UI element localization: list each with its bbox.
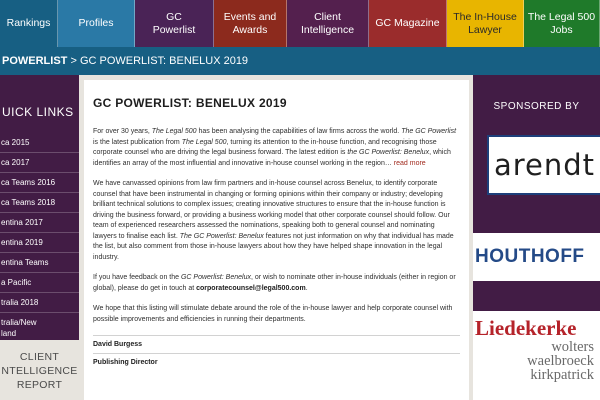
arendt-logo-text: arendt xyxy=(493,148,596,182)
text: features not just information on why that individual has made the list, but also comment from those in-house lawyers about how they have helped shape innovation in the legal industry. xyxy=(93,232,454,261)
quick-links-list xyxy=(0,127,79,340)
quick-link-item[interactable]: ca Teams 2018 xyxy=(0,193,79,213)
nav-item-gc-magazine[interactable]: GC Magazine xyxy=(369,0,447,47)
liedekerke-sub-1: wolters xyxy=(551,339,594,355)
liedekerke-logo[interactable] xyxy=(473,311,600,400)
nav-item-events-and-awards[interactable]: Events and Awards xyxy=(214,0,287,47)
text: . xyxy=(305,284,308,292)
quick-link-item[interactable]: tralia 2018 xyxy=(0,293,79,313)
quick-link-item[interactable]: entina Teams xyxy=(0,253,79,273)
houthoff-logo[interactable] xyxy=(473,233,600,281)
text: has been analysing the capabilities of law firms across the world. xyxy=(196,128,402,135)
nav-item-the-legal-500-jobs[interactable]: The Legal 500 Jobs xyxy=(524,0,600,47)
nav-item-the-in-house-lawyer[interactable]: The In-House Lawyer xyxy=(447,0,524,47)
publication-name: the GC Powerlist: Benelux xyxy=(347,149,430,156)
feedback-paragraph xyxy=(93,273,460,294)
nav-item-profiles[interactable]: Profiles xyxy=(58,0,135,47)
nav-item-rankings[interactable]: Rankings xyxy=(0,0,58,47)
publication-name: The Legal 500 xyxy=(181,138,227,146)
quick-link-item[interactable]: entina 2019 xyxy=(0,233,79,253)
methodology-paragraph xyxy=(93,179,460,263)
main-content xyxy=(84,80,469,400)
closing-paragraph: We hope that this listing will stimulate debate around the role of the in-house lawyer and help corporate counsel with possible improvements and efficiencies in running their departments. xyxy=(93,305,453,323)
publication-name: GC Powerlist: Benelux xyxy=(180,274,251,281)
quick-links-title: UICK LINKS xyxy=(2,105,74,119)
quick-links-sidebar xyxy=(0,75,79,340)
liedekerke-sub-2: waelbroeck xyxy=(527,353,594,369)
breadcrumb-powerlist-link[interactable]: POWERLIST xyxy=(2,55,68,67)
page-title: GC POWERLIST: BENELUX 2019 xyxy=(93,96,287,110)
nav-item-client-intelligence[interactable]: Client Intelligence xyxy=(287,0,369,47)
breadcrumb xyxy=(0,47,600,75)
liedekerke-sub-3: kirkpatrick xyxy=(530,367,594,383)
text: is the latest publication from xyxy=(93,138,182,146)
client-intelligence-report-link[interactable] xyxy=(0,350,79,392)
text: For over 30 years, xyxy=(93,128,152,135)
top-navigation xyxy=(0,0,600,47)
arendt-logo[interactable] xyxy=(487,135,600,195)
text: , which identifies an array of the most influential and innovative in-house counsel working in the region… xyxy=(93,149,451,167)
publication-name: The Legal 500 xyxy=(151,128,197,135)
sponsors-panel xyxy=(473,75,600,400)
quick-link-item[interactable]: ca Teams 2016 xyxy=(0,173,79,193)
publication-name: The GC Powerlist: Benelux xyxy=(179,232,264,240)
breadcrumb-separator: > xyxy=(67,55,80,67)
text: We have canvassed opinions from law firm partners and in-house counsel across Benelux, to identify corporate counsel that have been instrumental in changing or forming opinions within their company or industry; developing brilliant technical solutions to complex issues; creating innovative structures to ensure that the in-house function is driving the business forward, or providing a business working model that other corporate counsel should follow. Our team of experienced researchers assessed the nominations, speaking both to general counsel and nominating lawyers to finalise each list. xyxy=(93,180,450,240)
client-intelligence-report-text: CLIENT NTELLIGENCE REPORT xyxy=(1,351,78,391)
quick-link-item[interactable]: ca 2015 xyxy=(0,133,79,153)
quick-link-item[interactable]: ca 2017 xyxy=(0,153,79,173)
sponsored-by-heading: SPONSORED BY xyxy=(493,101,580,112)
liedekerke-name: Liedekerke xyxy=(475,316,577,340)
quick-link-item[interactable]: tralia/New land xyxy=(0,313,79,340)
quick-link-item[interactable]: entina 2017 xyxy=(0,213,79,233)
nav-item-gc-powerlist[interactable]: GC Powerlist xyxy=(135,0,214,47)
intro-paragraph xyxy=(93,127,460,169)
quick-link-item[interactable]: a Pacific xyxy=(0,273,79,293)
read-more-link[interactable]: read more xyxy=(393,159,426,167)
houthoff-logo-text: HOUTHOFF xyxy=(475,246,585,267)
text: , or wish to nominate other in-house individuals (either in region or global), please do get in touch at xyxy=(93,274,456,292)
text: If you have feedback on the xyxy=(93,274,181,281)
contact-email-link[interactable]: corporatecounsel@legal500.com xyxy=(196,284,306,292)
signature-name: David Burgess xyxy=(93,335,460,353)
breadcrumb-current-page: GC POWERLIST: BENELUX 2019 xyxy=(79,55,249,67)
signature-role: Publishing Director xyxy=(93,353,460,371)
text: , turning its attention to the in-house function, and recognising those corporate counsel who are driving the legal business forward. The latest edition is xyxy=(93,138,437,156)
publication-name: The GC Powerlist xyxy=(401,128,457,135)
